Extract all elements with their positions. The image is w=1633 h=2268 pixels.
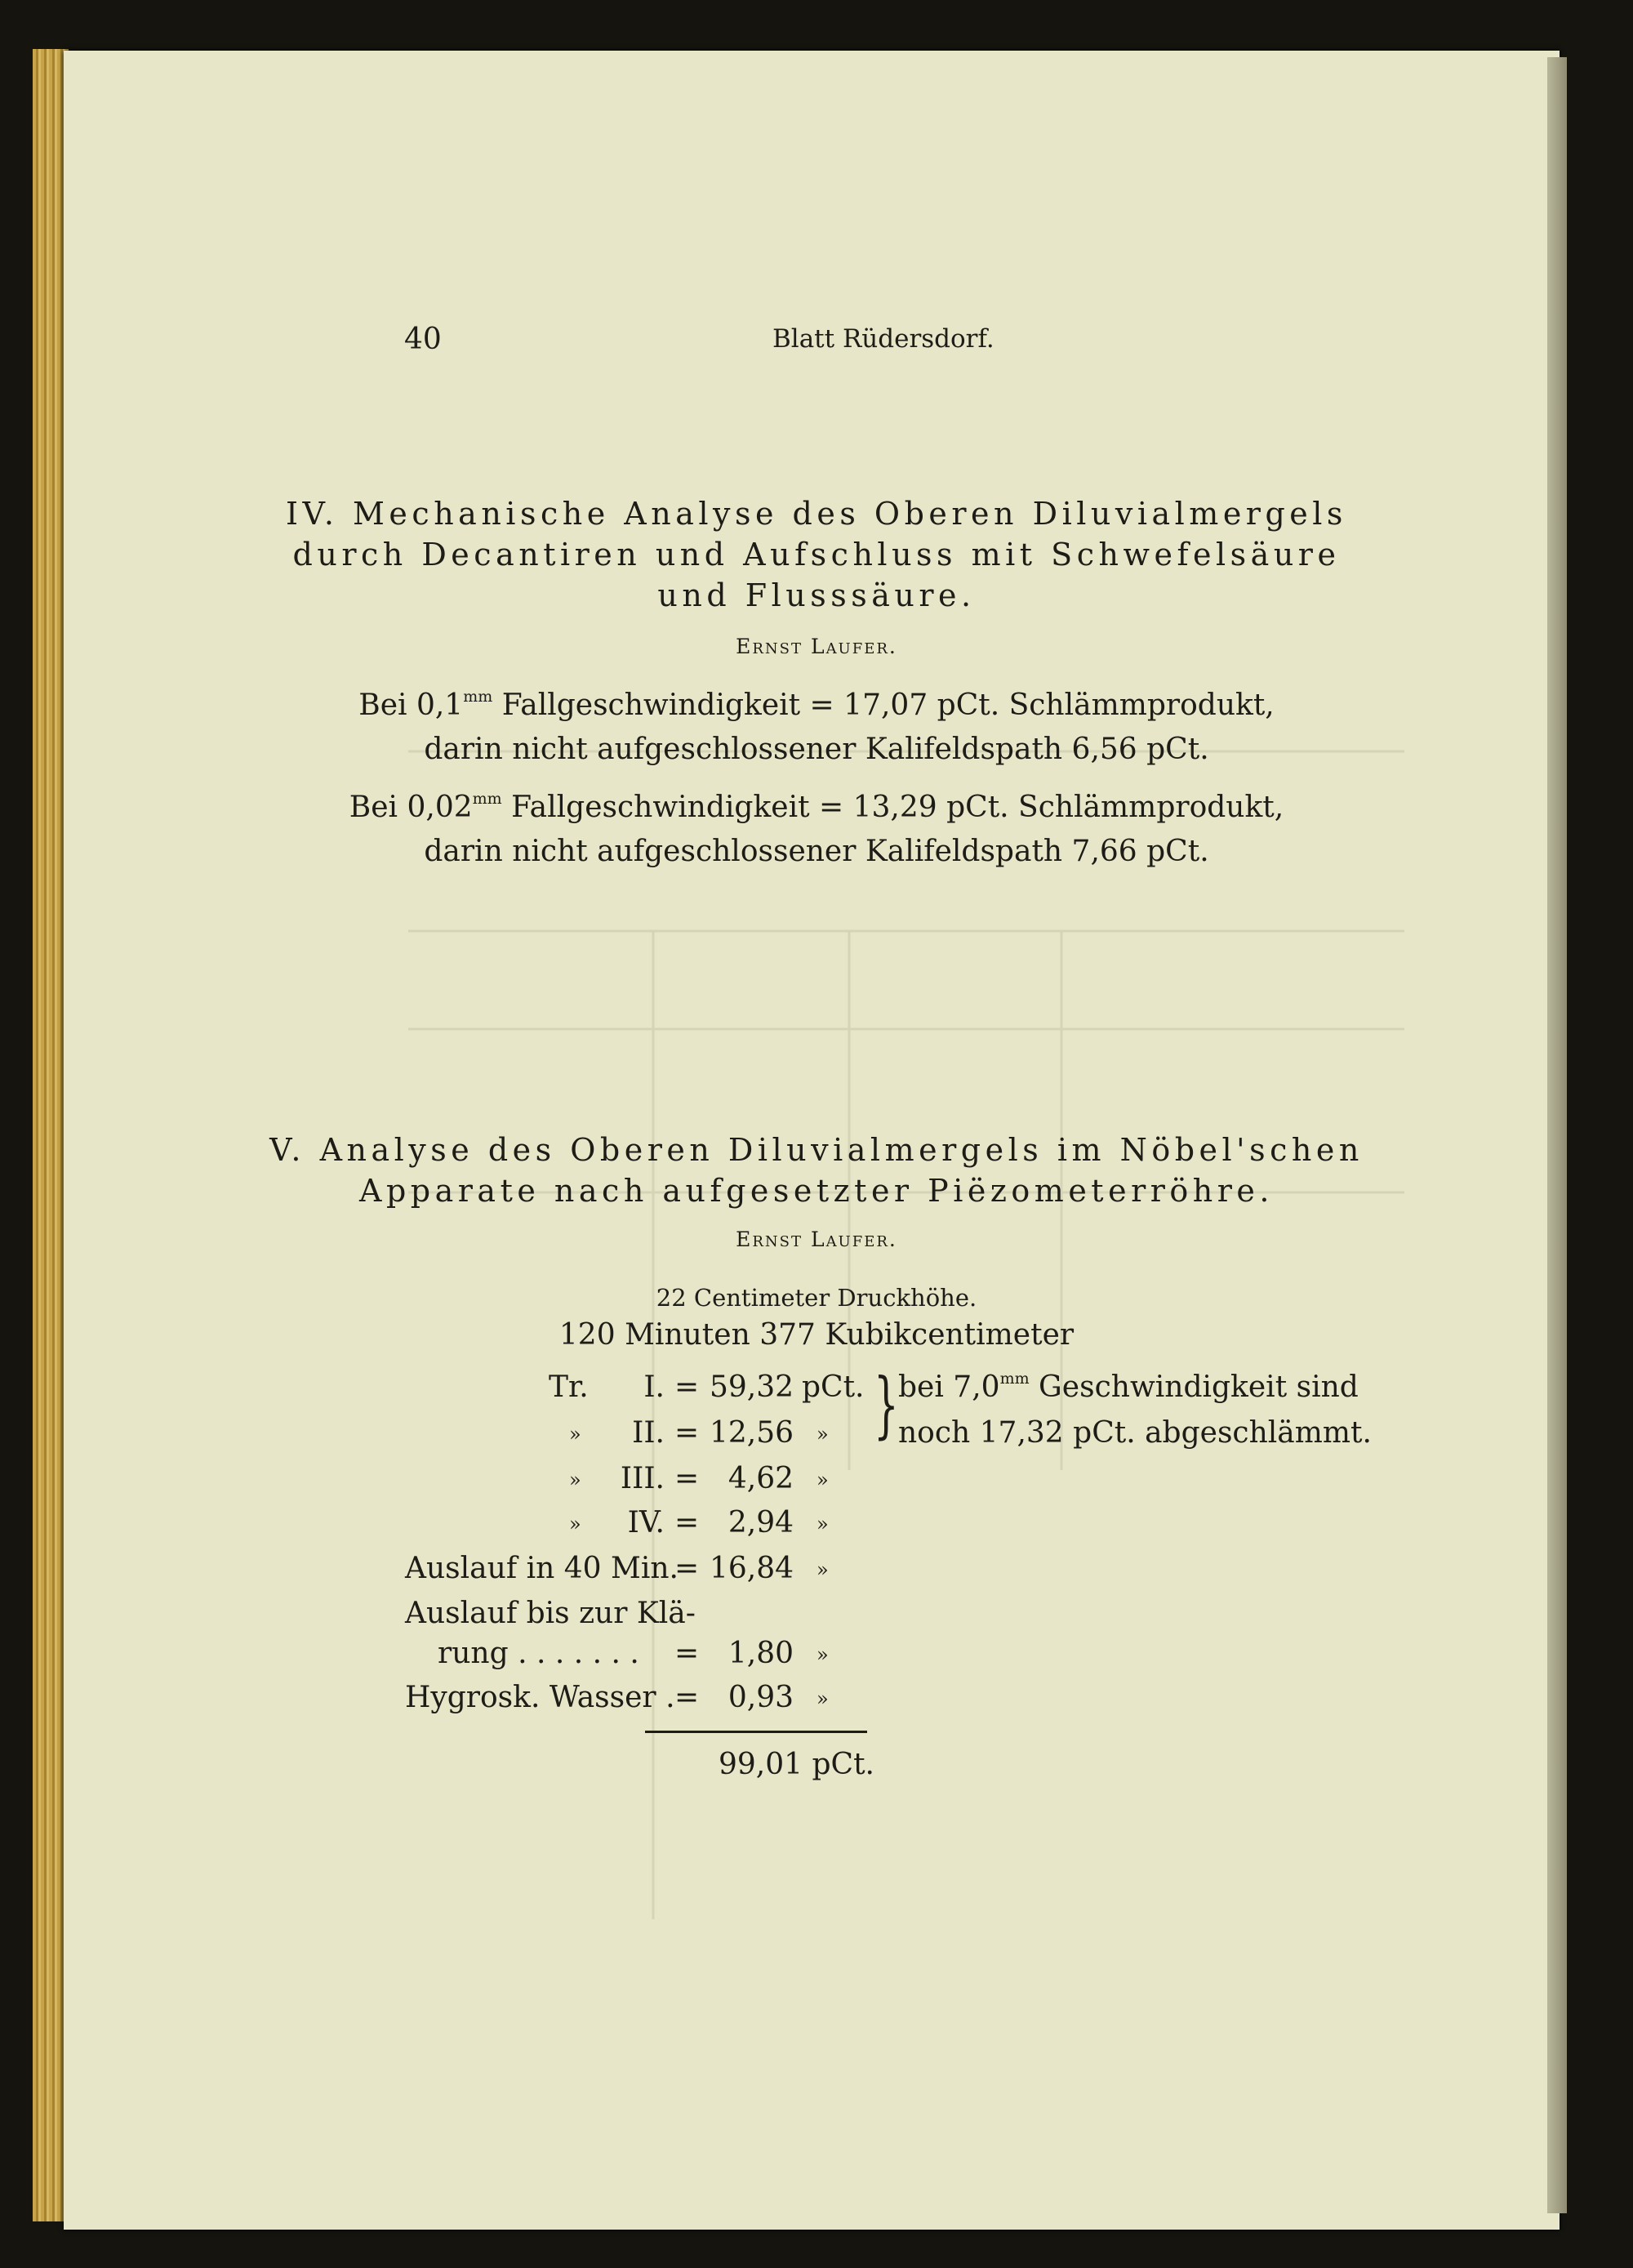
equals-sign: =	[674, 1681, 700, 1714]
equals-sign: =	[674, 1552, 700, 1585]
ditto-mark: »	[569, 1423, 581, 1446]
total-value: 99,01 pCt.	[719, 1748, 875, 1781]
ditto-mark: »	[816, 1643, 829, 1666]
equals-sign: =	[674, 1370, 700, 1404]
section-v-author: Ernst Laufer.	[736, 1228, 897, 1251]
sum-rule	[645, 1731, 867, 1733]
row-numeral: I.	[643, 1370, 665, 1404]
ditto-mark: »	[569, 1468, 581, 1491]
curly-brace: }	[874, 1362, 899, 1446]
row-value: 1,80	[728, 1637, 794, 1670]
row-value: 0,93	[728, 1681, 794, 1714]
unit-superscript: mm	[463, 688, 493, 706]
paragraph-2-line1: Bei $0,02^{mm}$ Fallgeschwindigkeit = 13,29 pCt. Schlämmprodukt,	[349, 790, 1284, 824]
row-label: Tr.	[549, 1370, 589, 1404]
section-v-heading-line2: Apparate nach aufgesetzter Piëzometerröhre.	[359, 1173, 1274, 1209]
equals-sign: =	[674, 1462, 700, 1495]
section-iv-heading-line3: und Flusssäure.	[657, 577, 976, 613]
row-numeral: IV.	[627, 1506, 665, 1539]
section-v-heading-line1: V. Analyse des Oberen Diluvialmergels im Nöbel'schen	[269, 1132, 1364, 1168]
ditto-mark: »	[569, 1513, 581, 1535]
row-numeral: III.	[620, 1462, 665, 1495]
row-label: rung . . . . . . .	[438, 1637, 639, 1670]
paragraph-1-line1: Bei $0,1^{mm}$ Fallgeschwindigkeit = 17,07 pCt. Schlämmprodukt,	[358, 688, 1275, 722]
unit-superscript: mm	[999, 1370, 1030, 1388]
ditto-mark: »	[816, 1558, 829, 1581]
row-label: Auslauf bis zur Klä-	[405, 1597, 696, 1630]
row-unit: pCt.	[802, 1370, 865, 1404]
section-iv-author: Ernst Laufer.	[736, 635, 897, 658]
ditto-mark: »	[816, 1687, 829, 1710]
row-value: 59,32	[709, 1370, 794, 1404]
row-value: 2,94	[728, 1506, 794, 1539]
note-line2: noch 17,32 pCt. abgeschlämmt.	[898, 1416, 1372, 1450]
section-iv-heading-line1: IV. Mechanische Analyse des Oberen Diluvialmergels	[286, 496, 1347, 532]
row-value: 12,56	[709, 1416, 794, 1450]
running-title: Blatt Rüdersdorf.	[772, 324, 994, 354]
paragraph-1-line2: darin nicht aufgeschlossener Kalifeldspath 6,56 pCt.	[424, 733, 1209, 766]
ditto-mark: »	[816, 1423, 829, 1446]
equals-sign: =	[674, 1506, 700, 1539]
pressure-head: 22 Centimeter Druckhöhe.	[656, 1284, 977, 1312]
row-value: 16,84	[709, 1552, 794, 1585]
equals-sign: =	[674, 1637, 700, 1670]
section-iv-heading-line2: durch Decantiren und Aufschluss mit Schwefelsäure	[292, 537, 1341, 573]
equals-sign: =	[674, 1416, 700, 1450]
unit-superscript: mm	[472, 790, 502, 808]
row-label: Hygrosk. Wasser .	[405, 1681, 675, 1714]
row-value: 4,62	[728, 1462, 794, 1495]
row-numeral: II.	[632, 1416, 665, 1450]
ditto-mark: »	[816, 1468, 829, 1491]
paragraph-2-line2: darin nicht aufgeschlossener Kalifeldspath 7,66 pCt.	[424, 835, 1209, 868]
note-line1: bei $7,0^{mm}$ Geschwindigkeit sind	[898, 1370, 1359, 1404]
ditto-mark: »	[816, 1513, 829, 1535]
duration-volume: 120 Minuten 377 Kubikcentimeter	[558, 1318, 1075, 1352]
page-number: 40	[404, 323, 442, 356]
row-label: Auslauf in 40 Min.	[405, 1552, 679, 1585]
